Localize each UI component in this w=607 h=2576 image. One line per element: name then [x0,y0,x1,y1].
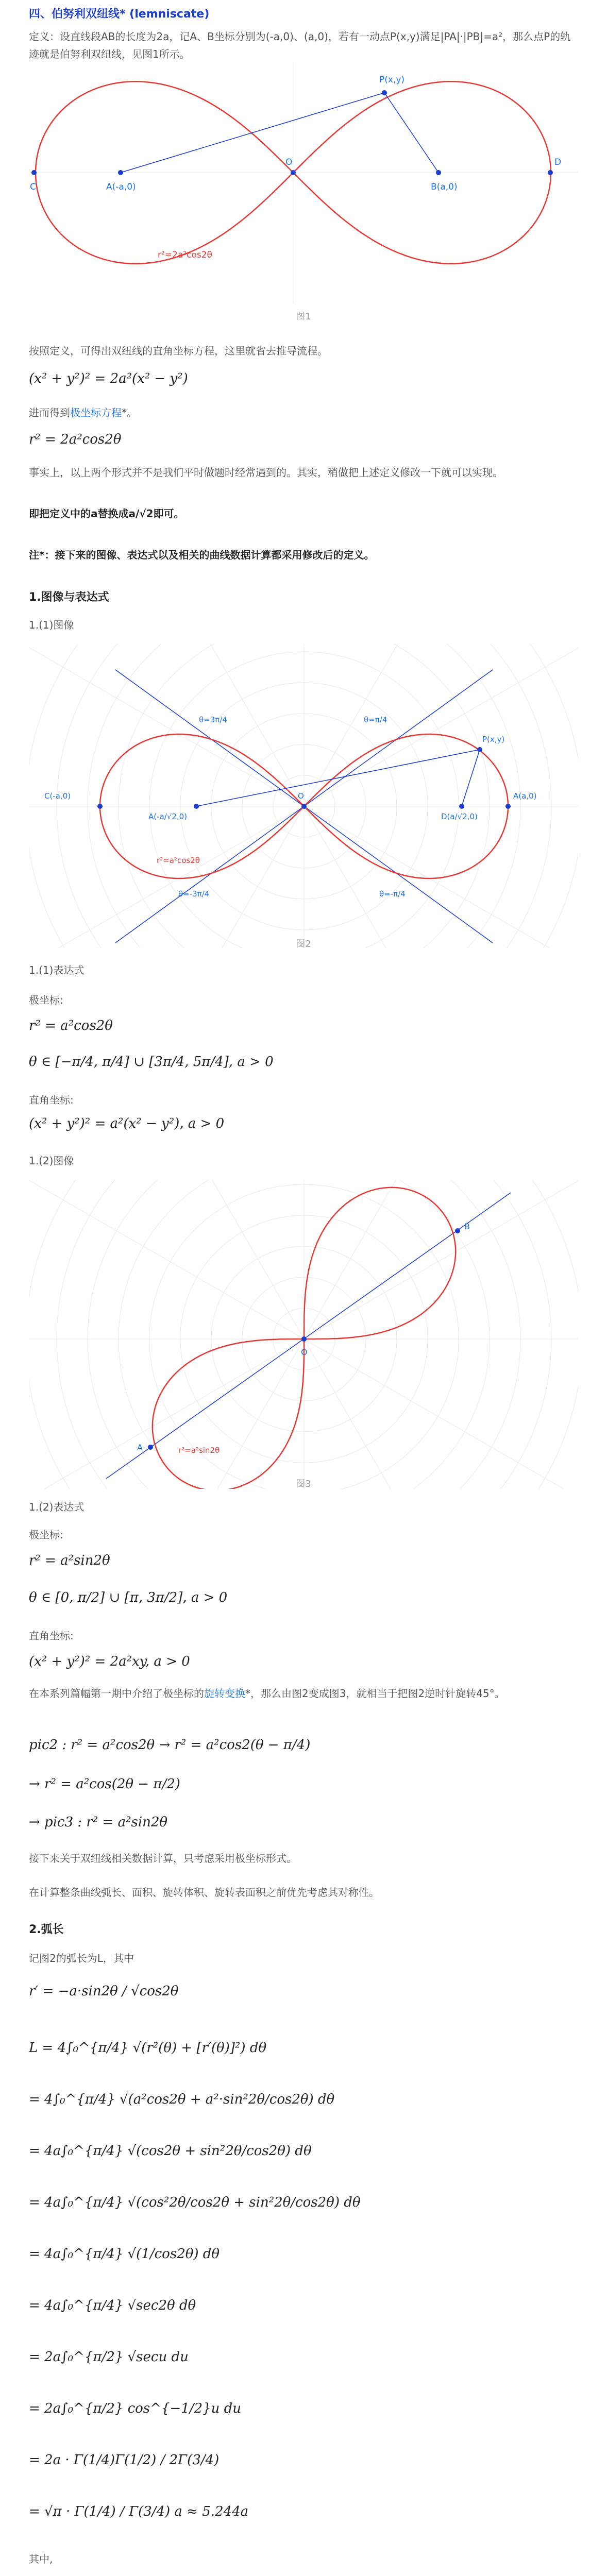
point-c [97,804,103,809]
intro-paragraph: 定义：设直线段AB的长度为2a，记A、B坐标分别为(-a,0)、(a,0)，若有一动点P(x,y)满足|PA|·|PB|=a²，那么点P的轨迹就是伯努利双纽线，见图1所示。 [29,30,571,60]
point-o [301,1336,307,1342]
equation-2: r² = 2a²cos2θ [29,432,122,447]
section-2-heading: 2.弧长 [29,1923,64,1936]
segment-pb [384,93,439,173]
grid-ray [29,1180,304,1339]
text: 进而得到 [29,406,70,419]
subsection-1-1b: 1.(1)表达式 [29,964,85,976]
paragraph-note-2: 即把定义中的a替换成a/√2即可。 [29,507,184,520]
point-b [459,804,464,809]
figure-3-svg [29,1180,578,1489]
arc-length-line-2: = 4a∫₀^{π/4} √(cos2θ + sin²2θ/cos2θ) dθ [29,2143,312,2159]
grid-ray [304,1180,484,1339]
arc-length-line-4: = 4a∫₀^{π/4} √(1/cos2θ) dθ [29,2246,220,2262]
label-equation: r²=a²sin2θ [178,1446,220,1455]
point-a [148,1445,153,1450]
label-equation: r²=a²cos2θ [157,856,200,865]
paragraph-calc: 在计算整条曲线弧长、面积、旋转体积、旋转表面积之前优先考虑其对称性。 [29,1886,379,1899]
point-d [505,804,511,809]
grid-ray [124,1180,304,1339]
equation-10: → r² = a²cos(2θ − π/2) [29,1776,180,1792]
arc-length-line-1: = 4∫₀^{π/4} √(a²cos2θ + a²·sin²2θ/cos2θ) dθ [29,2092,335,2107]
paragraph-definition: 按照定义，可得出双纽线的直角坐标方程，这里就省去推导流程。 [29,345,328,357]
paragraph-rotation [29,1685,578,1702]
equation-8: (x² + y²)² = 2a²xy, a > 0 [29,1654,190,1669]
equation-7: θ ∈ [0, π/2] ∪ [π, 3π/2], a > 0 [29,1590,228,1605]
label-a: A(-a,0) [106,182,136,192]
grid-ray [304,644,578,806]
label-b: B [464,1222,470,1231]
label-theta-minus-pi4: θ=-π/4 [379,889,406,899]
label-p: P(x,y) [379,75,405,85]
equation-3: r² = a²cos2θ [29,1018,113,1033]
point-p [382,90,387,95]
label-a: A [137,1443,143,1452]
arc-length-line-0: L = 4∫₀^{π/4} √(r²(θ) + [r′(θ)]²) dθ [29,2040,267,2056]
segment-pa [196,750,480,806]
label-b: B(a,0) [431,182,458,192]
label-c: C [30,182,36,192]
paragraph-next: 接下来关于双纽线相关数据计算，只考虑采用极坐标形式。 [29,1852,297,1865]
polar-label: 极坐标: [29,994,63,1006]
polar-label-2: 极坐标: [29,1529,63,1541]
point-o [291,170,296,175]
link-rotation[interactable]: 旋转变换 [204,1687,245,1700]
label-theta-minus-3pi4: θ=-3π/4 [178,889,210,899]
label-p: P(x,y) [482,735,505,744]
subsection-1-2: 1.(2)图像 [29,1155,74,1167]
figure-2-svg [29,644,578,948]
label-theta-3pi4: θ=3π/4 [199,715,227,724]
equation-6: r² = a²sin2θ [29,1553,110,1568]
label-d: D [554,157,562,167]
figure-1 [29,62,578,330]
arc-length-line-7: = 2a∫₀^{π/2} cos^{−1/2}u du [29,2401,242,2416]
point-a [118,170,123,175]
paragraph-note: 事实上，以上两个形式并不是我们平时做题时经常遇到的。其实，稍做把上述定义修改一下就可以实现。 [29,466,503,479]
subsection-1-2b: 1.(2)表达式 [29,1501,85,1513]
text: 在本系列篇幅第一期中介绍了极坐标的 [29,1687,204,1700]
text: *。 [122,406,137,419]
point-b [455,1228,460,1233]
text: *，那么由图2变成图3，就相当于把图2逆时针旋转45°。 [245,1687,505,1700]
link-polar[interactable]: 极坐标方程 [70,406,122,419]
equation-5: (x² + y²)² = a²(x² − y²), a > 0 [29,1116,225,1131]
figure-3 [29,1180,578,1489]
grid-ray [304,1180,578,1339]
paragraph-polar [29,404,578,421]
label-equation: r²=2a²cos2θ [158,250,212,260]
note-title: 注*：接下来的图像、表达式以及相关的曲线数据计算都采用修改后的定义。 [29,549,375,561]
figure-1-caption: 图1 [296,311,311,322]
equation-12: r′ = −a·sin2θ / √cos2θ [29,1984,179,1999]
diagonal-line [106,1193,511,1479]
section-title: 四、伯努利双纽线* (lemniscate) [29,8,210,21]
label-o: O [285,157,293,167]
label-b: D(a/√2,0) [441,812,478,821]
equation-1: (x² + y²)² = 2a²(x² − y²) [29,371,188,386]
segment-pb [462,750,480,806]
point-o [301,804,307,809]
equation-11: → pic3 : r² = a²sin2θ [29,1815,168,1830]
segment-pa [121,93,384,173]
paragraph-arc: 记图2的弧长为L，其中 [29,1952,134,1964]
rect-label: 直角坐标: [29,1094,74,1106]
rect-label-2: 直角坐标: [29,1630,74,1642]
arc-length-line-8: = 2a · Γ(1/4)Γ(1/2) / 2Γ(3/4) [29,2452,220,2468]
arc-length-line-3: = 4a∫₀^{π/4} √(cos²2θ/cos2θ + sin²2θ/cos2θ) dθ [29,2195,361,2210]
arc-length-line-5: = 4a∫₀^{π/4} √sec2θ dθ [29,2298,196,2313]
among-label: 其中, [29,2553,53,2565]
label-o: O [298,791,304,801]
point-p [477,747,482,752]
grid-ray [304,1339,578,1489]
equation-9: pic2 : r² = a²cos2θ → r² = a²cos2(θ − π/4) [29,1737,311,1753]
label-o: O [301,1347,308,1357]
label-d: A(a,0) [513,791,537,801]
figure-3-caption: 图3 [296,1479,311,1489]
figure-1-svg [29,62,578,330]
point-b [436,170,441,175]
point-c [31,170,37,175]
grid-ray [124,644,304,806]
figure-2 [29,644,578,948]
equation-4: θ ∈ [−π/4, π/4] ∪ [3π/4, 5π/4], a > 0 [29,1054,274,1070]
label-a: A(-a/√2,0) [148,812,188,821]
point-a [194,804,199,809]
grid-ray [304,644,484,806]
label-c: C(-a,0) [44,791,71,801]
arc-length-line-9: = √π · Γ(1/4) / Γ(3/4) a ≈ 5.244a [29,2504,249,2519]
section-1-heading: 1.图像与表达式 [29,591,109,604]
point-d [548,170,553,175]
subsection-1-1: 1.(1)图像 [29,619,74,631]
label-theta-pi4: θ=π/4 [364,715,387,724]
figure-2-caption: 图2 [296,939,311,950]
arc-length-line-6: = 2a∫₀^{π/2} √secu du [29,2349,189,2365]
